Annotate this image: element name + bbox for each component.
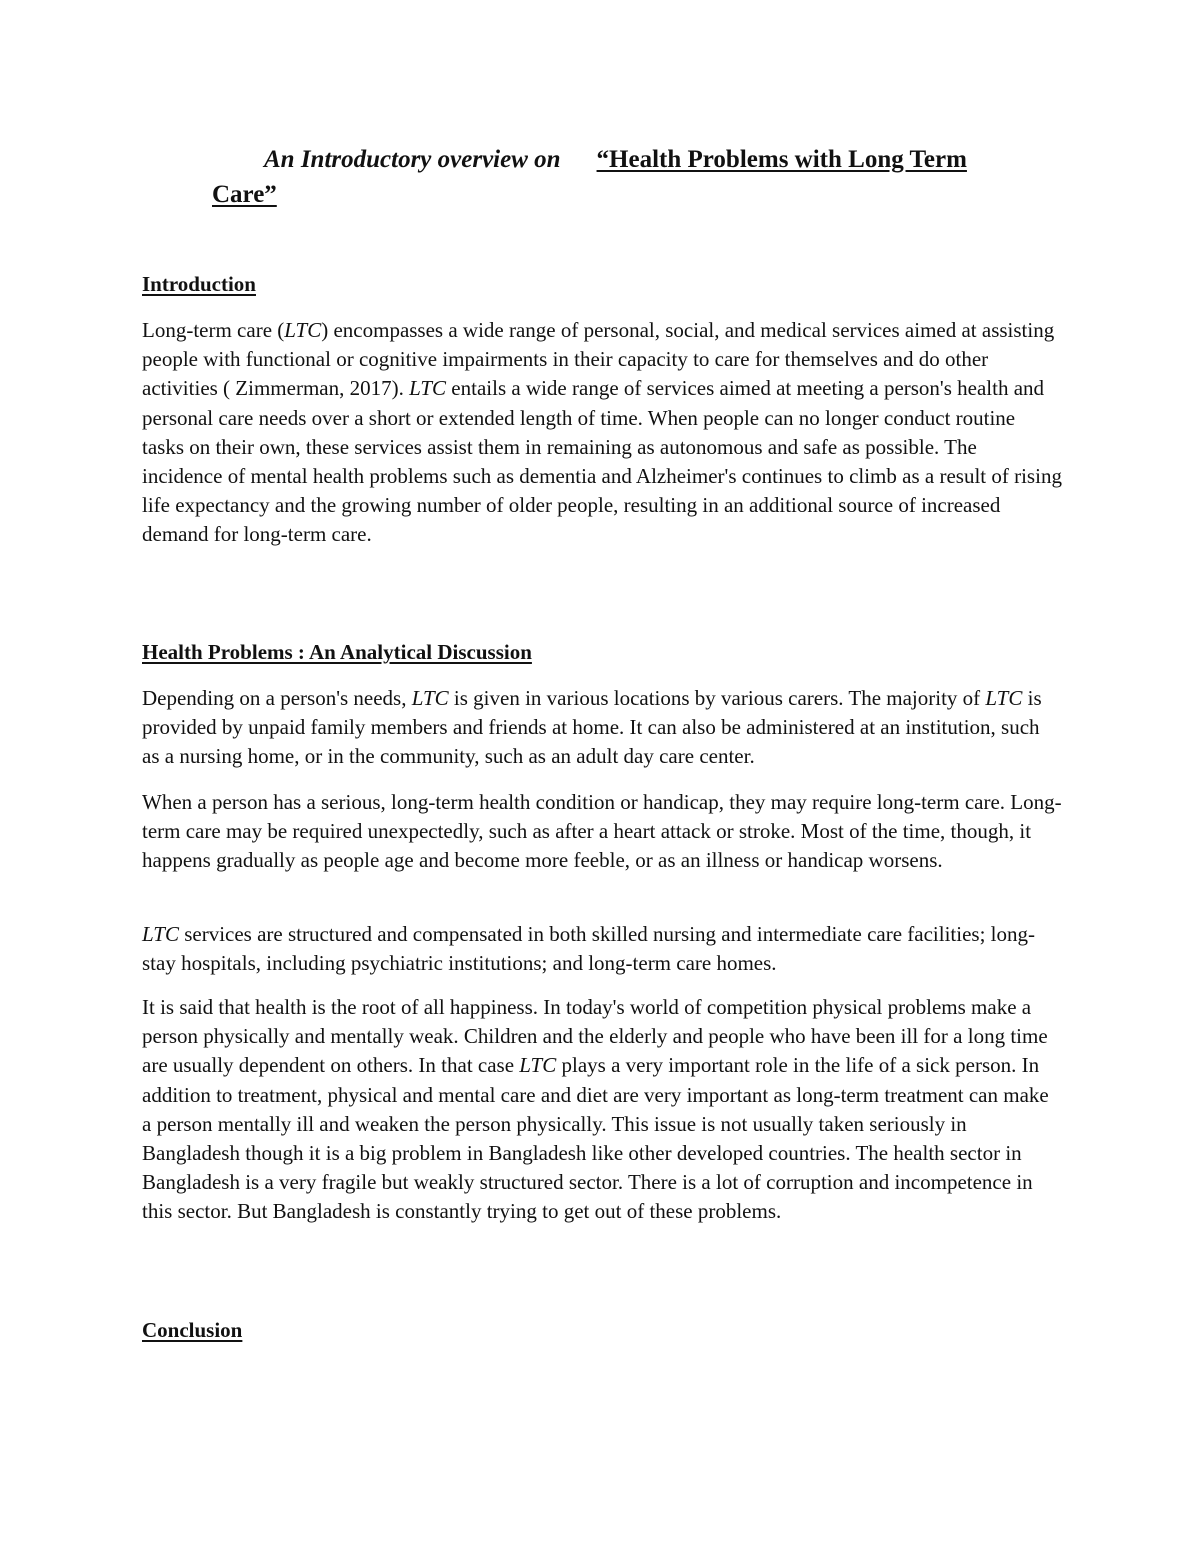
introduction-heading: Introduction [142,272,256,296]
document-title [212,142,1042,212]
title-quote-line1: “Health Problems with Long Term [596,146,967,173]
discussion-heading: Health Problems : An Analytical Discussion [142,640,532,664]
conclusion-heading: Conclusion [142,1318,243,1342]
title-quote-line2: Care” [212,181,277,208]
discussion-paragraph-1: Depending on a person's needs, LTC is given in various locations by various carers. The majority of LTC is provided by unpaid family members and friends at home. It can also be administered at an institution, such as a nursing home, or in the community, such as an adult day care center. [142,686,1042,769]
discussion-paragraph-4: It is said that health is the root of all happiness. In today's world of competition physical problems make a person physically and mentally weak. Children and the elderly and people who have been ill for a long time are usually dependent on others. In that case LTC plays a very important role in the life of a sick person. In addition to treatment, physical and mental care and diet are very important as long-term treatment can make a person mentally ill and weaken the person physically. This issue is not usually taken seriously in Bangladesh though it is a big problem in Bangladesh like other developed countries. The health sector in Bangladesh is a very fragile but weakly structured sector. There is a lot of corruption and incompetence in this sector. But Bangladesh is constantly trying to get out of these problems. [142,995,1049,1224]
discussion-paragraph-2: When a person has a serious, long-term health condition or handicap, they may require long-term care. Long-term care may be required unexpectedly, such as after a heart attack or stroke. Most of the time, though, it happens gradually as people age and become more feeble, or as an illness or handicap worsens. [142,790,1062,873]
discussion-paragraph-3: LTC services are structured and compensated in both skilled nursing and intermediate care facilities; long-stay hospitals, including psychiatric institutions; and long-term care homes. [142,922,1035,976]
title-prefix: An Introductory overview on [264,146,561,173]
introduction-paragraph: Long-term care (LTC) encompasses a wide range of personal, social, and medical services aimed at assisting people with functional or cognitive impairments in their capacity to care for themselves and do other activities ( Zimmerman, 2017). LTC entails a wide range of services aimed at meeting a person's health and personal care needs over a short or extended length of time. When people can no longer conduct routine tasks on their own, these services assist them in remaining as autonomous and safe as possible. The incidence of mental health problems such as dementia and Alzheimer's continues to climb as a result of rising life expectancy and the growing number of older people, resulting in an additional source of increased demand for long-term care. [142,318,1062,547]
